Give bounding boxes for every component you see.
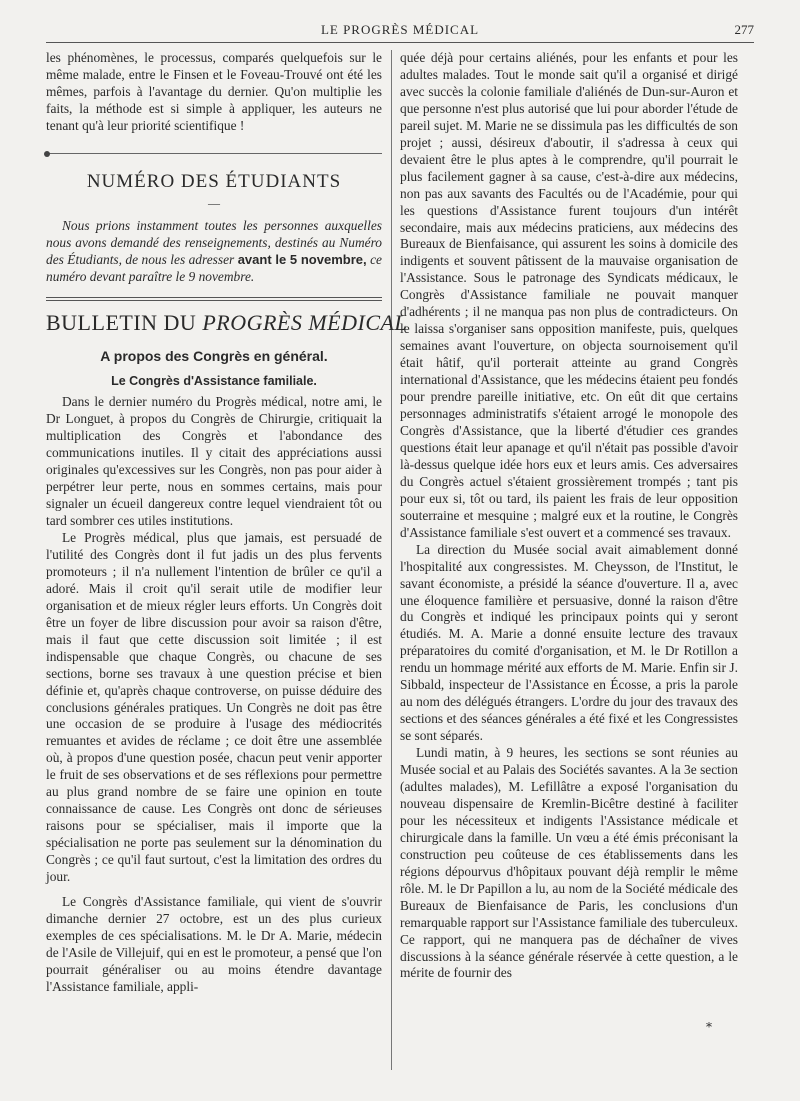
students-notice (46, 218, 382, 286)
body-paragraph: quée déjà pour certains aliénés, pour les enfants et pour les adultes malades. Tout le monde sait qu'il a organisé et dirigé avec succès la colonie familiale d'aliénés de Dun-sur-Auron et que personne n'est plus autorisé que lui pour aborder l'étude de pareil sujet. M. Marie ne se dissimula pas les difficultés de son projet ; aussi, désireux d'aboutir, il s'adressa à ceux qui devaient être le plus aptes à le comprendre, qu'il pourrait le plus facilement gagner à sa cause, c'est-à-dire aux médecins, non pas aux savants des Facultés ou de l'Académie, pour qui les questions d'Assistance furent toujours d'un intérêt secondaire, mais aux médecins praticiens, aux médecins des Bureaux de Bienfaisance, qui assurent les soins à domicile des indigents et souvent pâtissent de la mauvaise organisation de l'Assistance. Sous le patronage des Syndicats médicaux, le Congrès d'Assistance familiale ne pouvait manquer d'adhérents ; il ne manqua pas non plus de contradicteurs. On le laissa s'organiser sans opposition manifeste, puis, quelques semaines avant l'ouverture, on objecta sournoisement qu'il était hâtif, qu'il porterait atteinte au grand Congrès international d'Assistance, que les médecins étaient peu fondés pour prendre pareille initiative, etc. On eût dit que certains personnages administratifs s'étaient arrogé le monopole des Congrès d'Assistance, que la liberté d'étudier ces grandes questions était leur apanage et qu'il n'était pas possible d'avoir là-dessus quelque idée hors eux et leurs amis. Ces adversaires du Congrès actuel s'étaient grossièrement trompés ; tant pis pour eux si, tôt ou tard, ils paient les frais de leur opposition souterraine et mesquine ; malgré eux et la routine, le Congrès d'Assistance familiale s'est ouvert et a commencé ses travaux. (400, 50, 738, 540)
left-column (46, 50, 408, 996)
footer-mark: * (706, 1020, 712, 1034)
separator-dot (44, 151, 50, 157)
notice-text: Nous prions instamment toutes les personnes auxquelles nous avons demandé des renseignements, destinés au Numéro des Étudiants, de nous les adresser (46, 217, 382, 267)
running-header (46, 22, 754, 44)
section-title: NUMÉRO DES ÉTUDIANTS (86, 170, 342, 192)
body-paragraph: Le Congrès d'Assistance familiale, qui vient de s'ouvrir dimanche dernier 27 octobre, est un des plus curieux exemples de ces spécialisations. M. le Dr A. Marie, médecin de l'Asile de Villejuif, qui en est le promoteur, a pensé que l'on pourrait généraliser ou au moins étendre davantage l'Assistance familiale, appli- (46, 893, 382, 994)
bulletin-heading (46, 310, 408, 336)
column-divider (391, 50, 392, 1070)
title-dash: — (208, 195, 220, 210)
right-column (400, 50, 738, 982)
body-paragraph: Le Progrès médical, plus que jamais, est persuadé de l'utilité des Congrès dont il fut jadis un des plus fervents promoteurs ; il n'a nullement l'intention de brûler ce qu'il a adoré. Mais il croit qu'il serait utile de modifier leur organisation et de mieux régler leurs efforts. Un Congrès doit être un foyer de libre discussion pour avoir sa raison d'être, mais il faut que cette discussion soit limitée ; il est indispensable que chaque Congrès, ou chacune de ses sections, borne ses travaux à une question précise et bien définie et, qu'après chaque controverse, on puisse déduire des conclusions générales pratiques. Un Congrès ne doit pas être une occasion de se produire à l'usage des médiocrités remuantes et avides de réclame ; ce doit être une assemblée où, à propos d'une question posée, chacun peut venir apporter le fruit de ses observations et de ses réflexions pour permettre au plus grand nombre de se faire une opinion en toute connaissance de cause. Les Congrès ont donc de sérieuses raisons pour se spécialiser, mais il importe que la spécialisation ne porte pas seulement sur la dénomination du Congrès ; ce qu'il faut surtout, c'est la limitation des ordres du jour. (46, 529, 382, 885)
section-separator (46, 153, 382, 154)
page-number: 277 (734, 22, 754, 37)
bulletin-prefix: BULLETIN DU (46, 310, 197, 336)
notice-deadline: avant le 5 novembre, (237, 251, 367, 267)
body-paragraph: Lundi matin, à 9 heures, les sections se sont réunies au Musée social et au Palais des Sociétés savantes. A la 3e section (adultes malades), M. Lefillâtre a exposé l'organisation du nouveau dispensaire de Kremlin-Bicêtre destiné à faciliter pour les nécessiteux et indigents l'Assistance médicale et chirurgicale dans la famille. Un vœu a été émis préconisant la construction peu coûteuse de ces établissements dans les régions dépourvus d'hôpitaux pouvant déjà remplir le même rôle. M. le Dr Papillon a lu, au nom de la Société médicale des Bureaux de Bienfaisance de Paris, les conclusions d'un remarquable rapport sur l'Assistance familiale des tuberculeux. Ce rapport, qui ne manquera pas de déchaîner de vives discussions à la séance générale réservée à cette question, a le mérite de fournir des (400, 745, 738, 981)
article-title: A propos des Congrès en général. (100, 348, 328, 365)
notice-tail: ce numéro devant paraître le 9 novembre. (46, 251, 382, 284)
body-paragraph: La direction du Musée social avait aimablement donné l'hospitalité aux congressistes. M. Cheysson, de l'Institut, le savant économiste, a présidé la séance d'ouverture. Il a, avec une éloquence familière et persuasive, donné la raison d'être du Congrès et indiqué les principaux points qui y seront étudiés. M. A. Marie a donné ensuite lecture des travaux préparatoires du comité d'organisation, et M. le Dr Rotillon a rendu un hommage mérité aux efforts de M. Marie. Enfin sir J. Sibbald, inspecteur de l'Assistance en Écosse, a pris la parole au nom des délégués étrangers. L'ordre du jour des travaux des sections et des séances générales a été fixé et les Congressistes se sont séparés. (400, 541, 738, 744)
bulletin-journal-name: PROGRÈS MÉDICAL (202, 310, 408, 336)
article-subtitle: Le Congrès d'Assistance familiale. (111, 374, 317, 389)
header-rule (46, 42, 754, 43)
double-rule (46, 297, 382, 301)
continued-paragraph: les phénomènes, le processus, comparés quelquefois sur le même malade, entre le Finsen et le Foveau-Trouvé ont été les mêmes, parfois à l'avantage du dernier. Qu'on multiplie les faits, la méthode est si simple à appliquer, les auteurs ne tenant qu'à leur priorité scientifique ! (46, 50, 382, 133)
body-paragraph: Dans le dernier numéro du Progrès médical, notre ami, le Dr Longuet, à propos du Congrès de Chirurgie, critiquait la multiplication des Congrès et l'abondance des communications inutiles. Il y citait des appréciations aussi originales qu'excessives sur les Congrès, non pas pour aider à perpétrer leur perte, nous en sommes certains, mais pour signaler un écueil dangereux contre lequel viendraient tôt ou tard sombrer ces utiles institutions. (46, 394, 382, 529)
journal-title: LE PROGRÈS MÉDICAL (320, 22, 480, 37)
